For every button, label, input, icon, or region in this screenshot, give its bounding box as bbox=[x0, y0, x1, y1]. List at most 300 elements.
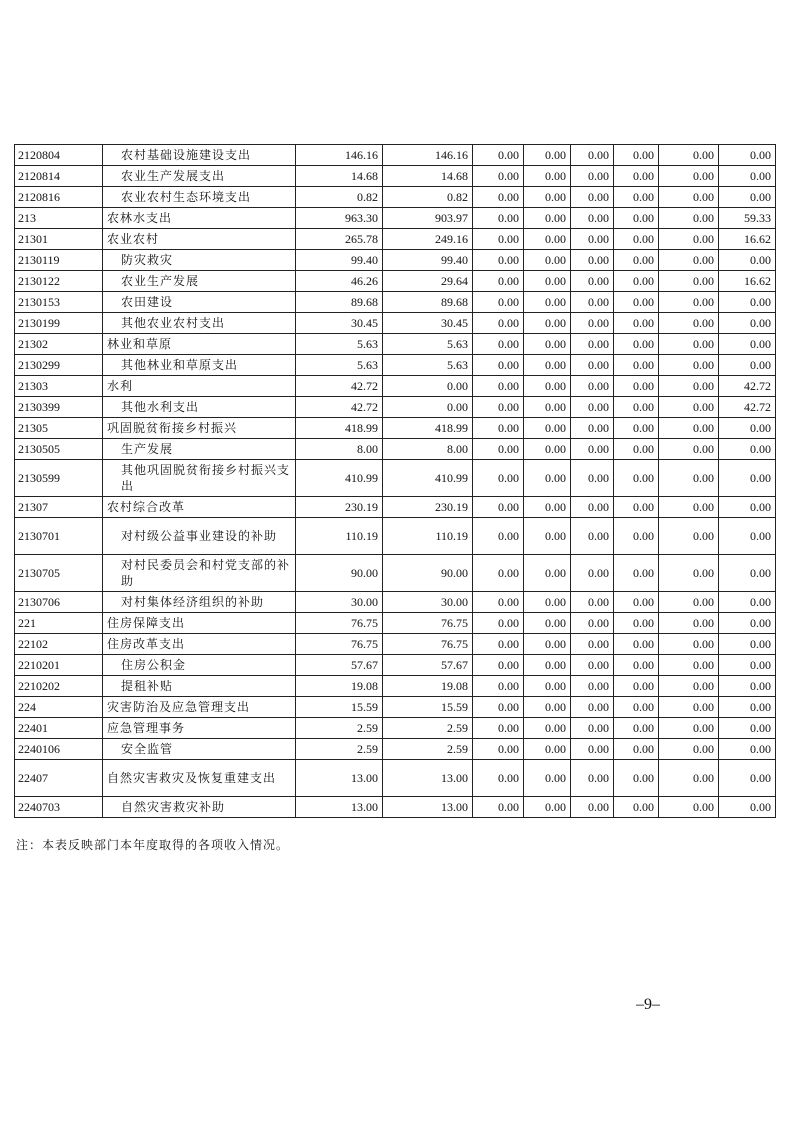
amount-cell: 13.00 bbox=[383, 760, 473, 797]
amount-cell: 0.00 bbox=[524, 187, 571, 208]
amount-cell: 0.00 bbox=[614, 334, 659, 355]
amount-cell: 0.00 bbox=[473, 797, 524, 818]
amount-cell: 30.45 bbox=[296, 313, 383, 334]
amount-cell: 0.00 bbox=[659, 229, 719, 250]
amount-cell: 30.45 bbox=[383, 313, 473, 334]
subject-name-cell: 生产发展 bbox=[103, 439, 296, 460]
table-row bbox=[15, 229, 776, 250]
amount-cell: 0.00 bbox=[524, 334, 571, 355]
amount-cell: 0.00 bbox=[614, 760, 659, 797]
amount-cell: 0.00 bbox=[719, 797, 776, 818]
amount-cell: 42.72 bbox=[296, 397, 383, 418]
amount-cell: 0.00 bbox=[524, 208, 571, 229]
budget-income-table bbox=[14, 144, 776, 818]
amount-cell: 0.00 bbox=[614, 797, 659, 818]
amount-cell: 0.00 bbox=[571, 271, 614, 292]
table-row bbox=[15, 187, 776, 208]
subject-code-cell: 221 bbox=[15, 613, 103, 634]
amount-cell: 0.00 bbox=[659, 292, 719, 313]
amount-cell: 0.00 bbox=[473, 187, 524, 208]
subject-code-cell: 2130119 bbox=[15, 250, 103, 271]
amount-cell: 0.00 bbox=[614, 592, 659, 613]
subject-name-cell: 其他水利支出 bbox=[103, 397, 296, 418]
amount-cell: 90.00 bbox=[296, 555, 383, 592]
subject-code-cell: 2130505 bbox=[15, 439, 103, 460]
amount-cell: 0.00 bbox=[524, 797, 571, 818]
amount-cell: 0.00 bbox=[659, 718, 719, 739]
amount-cell: 0.00 bbox=[473, 271, 524, 292]
amount-cell: 0.00 bbox=[719, 166, 776, 187]
table-row bbox=[15, 760, 776, 797]
amount-cell: 30.00 bbox=[296, 592, 383, 613]
amount-cell: 8.00 bbox=[383, 439, 473, 460]
amount-cell: 0.00 bbox=[473, 418, 524, 439]
subject-code-cell: 21301 bbox=[15, 229, 103, 250]
amount-cell: 0.00 bbox=[571, 634, 614, 655]
amount-cell: 29.64 bbox=[383, 271, 473, 292]
amount-cell: 0.00 bbox=[659, 397, 719, 418]
amount-cell: 0.00 bbox=[524, 676, 571, 697]
amount-cell: 57.67 bbox=[383, 655, 473, 676]
amount-cell: 963.30 bbox=[296, 208, 383, 229]
amount-cell: 42.72 bbox=[296, 376, 383, 397]
amount-cell: 0.00 bbox=[719, 655, 776, 676]
subject-name-cell: 应急管理事务 bbox=[103, 718, 296, 739]
subject-code-cell: 2130122 bbox=[15, 271, 103, 292]
amount-cell: 0.00 bbox=[473, 760, 524, 797]
table-note: 注：本表反映部门本年度取得的各项收入情况。 bbox=[16, 838, 290, 852]
subject-name-cell: 其他林业和草原支出 bbox=[103, 355, 296, 376]
amount-cell: 0.00 bbox=[614, 208, 659, 229]
subject-name-cell: 住房改革支出 bbox=[103, 634, 296, 655]
amount-cell: 0.00 bbox=[524, 497, 571, 518]
amount-cell: 0.00 bbox=[524, 229, 571, 250]
amount-cell: 249.16 bbox=[383, 229, 473, 250]
amount-cell: 0.00 bbox=[524, 592, 571, 613]
amount-cell: 0.00 bbox=[524, 250, 571, 271]
amount-cell: 5.63 bbox=[383, 355, 473, 376]
amount-cell: 0.00 bbox=[571, 739, 614, 760]
subject-name-cell: 住房公积金 bbox=[103, 655, 296, 676]
subject-name-cell: 灾害防治及应急管理支出 bbox=[103, 697, 296, 718]
amount-cell: 0.00 bbox=[659, 739, 719, 760]
table-row bbox=[15, 613, 776, 634]
amount-cell: 30.00 bbox=[383, 592, 473, 613]
table-body bbox=[15, 145, 776, 818]
amount-cell: 76.75 bbox=[296, 634, 383, 655]
amount-cell: 0.00 bbox=[571, 208, 614, 229]
amount-cell: 0.00 bbox=[659, 334, 719, 355]
amount-cell: 0.00 bbox=[473, 497, 524, 518]
amount-cell: 13.00 bbox=[296, 797, 383, 818]
amount-cell: 0.00 bbox=[473, 555, 524, 592]
subject-code-cell: 21305 bbox=[15, 418, 103, 439]
amount-cell: 0.00 bbox=[571, 592, 614, 613]
amount-cell: 0.82 bbox=[296, 187, 383, 208]
amount-cell: 0.00 bbox=[473, 313, 524, 334]
table-row bbox=[15, 592, 776, 613]
amount-cell: 265.78 bbox=[296, 229, 383, 250]
amount-cell: 42.72 bbox=[719, 376, 776, 397]
amount-cell: 0.00 bbox=[614, 250, 659, 271]
subject-code-cell: 2240703 bbox=[15, 797, 103, 818]
amount-cell: 0.00 bbox=[571, 355, 614, 376]
amount-cell: 0.00 bbox=[659, 555, 719, 592]
subject-code-cell: 2120814 bbox=[15, 166, 103, 187]
amount-cell: 0.00 bbox=[659, 271, 719, 292]
amount-cell: 0.00 bbox=[524, 397, 571, 418]
amount-cell: 0.00 bbox=[473, 355, 524, 376]
amount-cell: 0.00 bbox=[524, 613, 571, 634]
subject-code-cell: 21302 bbox=[15, 334, 103, 355]
amount-cell: 0.00 bbox=[524, 460, 571, 497]
amount-cell: 0.00 bbox=[473, 592, 524, 613]
amount-cell: 0.00 bbox=[659, 497, 719, 518]
subject-code-cell: 2210201 bbox=[15, 655, 103, 676]
amount-cell: 0.00 bbox=[473, 250, 524, 271]
amount-cell: 0.00 bbox=[614, 271, 659, 292]
amount-cell: 0.00 bbox=[571, 518, 614, 555]
amount-cell: 0.00 bbox=[614, 634, 659, 655]
subject-name-cell: 农业农村 bbox=[103, 229, 296, 250]
subject-code-cell: 2130399 bbox=[15, 397, 103, 418]
amount-cell: 0.00 bbox=[473, 397, 524, 418]
amount-cell: 0.00 bbox=[524, 655, 571, 676]
amount-cell: 0.00 bbox=[473, 697, 524, 718]
subject-code-cell: 213 bbox=[15, 208, 103, 229]
table-row bbox=[15, 655, 776, 676]
amount-cell: 0.00 bbox=[571, 555, 614, 592]
subject-name-cell: 农业生产发展 bbox=[103, 271, 296, 292]
amount-cell: 0.00 bbox=[614, 718, 659, 739]
amount-cell: 0.00 bbox=[614, 418, 659, 439]
amount-cell: 0.00 bbox=[473, 145, 524, 166]
amount-cell: 0.00 bbox=[719, 739, 776, 760]
amount-cell: 0.00 bbox=[719, 518, 776, 555]
subject-code-cell: 22401 bbox=[15, 718, 103, 739]
subject-code-cell: 2120804 bbox=[15, 145, 103, 166]
amount-cell: 0.00 bbox=[659, 208, 719, 229]
amount-cell: 14.68 bbox=[383, 166, 473, 187]
amount-cell: 0.00 bbox=[524, 376, 571, 397]
amount-cell: 0.00 bbox=[719, 250, 776, 271]
subject-name-cell: 对村级公益事业建设的补助 bbox=[103, 518, 296, 555]
amount-cell: 0.00 bbox=[659, 439, 719, 460]
amount-cell: 0.00 bbox=[473, 676, 524, 697]
amount-cell: 0.00 bbox=[571, 718, 614, 739]
amount-cell: 46.26 bbox=[296, 271, 383, 292]
amount-cell: 8.00 bbox=[296, 439, 383, 460]
amount-cell: 0.00 bbox=[524, 355, 571, 376]
subject-code-cell: 2130299 bbox=[15, 355, 103, 376]
amount-cell: 0.00 bbox=[524, 718, 571, 739]
amount-cell: 0.00 bbox=[659, 355, 719, 376]
amount-cell: 0.00 bbox=[571, 655, 614, 676]
amount-cell: 0.00 bbox=[473, 613, 524, 634]
amount-cell: 0.00 bbox=[614, 355, 659, 376]
subject-name-cell: 农村综合改革 bbox=[103, 497, 296, 518]
table-row bbox=[15, 334, 776, 355]
amount-cell: 90.00 bbox=[383, 555, 473, 592]
amount-cell: 0.00 bbox=[524, 555, 571, 592]
subject-name-cell: 农林水支出 bbox=[103, 208, 296, 229]
amount-cell: 0.00 bbox=[571, 187, 614, 208]
amount-cell: 0.00 bbox=[719, 760, 776, 797]
amount-cell: 0.00 bbox=[473, 460, 524, 497]
amount-cell: 0.00 bbox=[524, 292, 571, 313]
subject-name-cell: 提租补贴 bbox=[103, 676, 296, 697]
amount-cell: 0.00 bbox=[659, 145, 719, 166]
amount-cell: 0.00 bbox=[571, 250, 614, 271]
amount-cell: 0.00 bbox=[524, 166, 571, 187]
table-row bbox=[15, 145, 776, 166]
amount-cell: 0.00 bbox=[719, 613, 776, 634]
amount-cell: 0.00 bbox=[473, 655, 524, 676]
amount-cell: 2.59 bbox=[296, 718, 383, 739]
table-row bbox=[15, 697, 776, 718]
amount-cell: 0.00 bbox=[659, 697, 719, 718]
amount-cell: 0.00 bbox=[614, 655, 659, 676]
amount-cell: 0.00 bbox=[473, 334, 524, 355]
amount-cell: 59.33 bbox=[719, 208, 776, 229]
table-row bbox=[15, 797, 776, 818]
amount-cell: 0.00 bbox=[719, 718, 776, 739]
subject-name-cell: 水利 bbox=[103, 376, 296, 397]
subject-code-cell: 2130705 bbox=[15, 555, 103, 592]
amount-cell: 903.97 bbox=[383, 208, 473, 229]
page-number: –9– bbox=[636, 996, 660, 1013]
amount-cell: 0.00 bbox=[571, 613, 614, 634]
amount-cell: 0.00 bbox=[659, 760, 719, 797]
amount-cell: 0.00 bbox=[719, 292, 776, 313]
amount-cell: 0.00 bbox=[659, 187, 719, 208]
subject-code-cell: 21303 bbox=[15, 376, 103, 397]
amount-cell: 0.00 bbox=[659, 313, 719, 334]
subject-name-cell: 林业和草原 bbox=[103, 334, 296, 355]
amount-cell: 0.00 bbox=[614, 613, 659, 634]
subject-code-cell: 224 bbox=[15, 697, 103, 718]
subject-code-cell: 2120816 bbox=[15, 187, 103, 208]
amount-cell: 0.00 bbox=[571, 292, 614, 313]
amount-cell: 99.40 bbox=[296, 250, 383, 271]
amount-cell: 0.00 bbox=[524, 439, 571, 460]
amount-cell: 0.00 bbox=[659, 613, 719, 634]
amount-cell: 0.00 bbox=[659, 166, 719, 187]
amount-cell: 2.59 bbox=[383, 739, 473, 760]
amount-cell: 0.00 bbox=[524, 760, 571, 797]
subject-code-cell: 2240106 bbox=[15, 739, 103, 760]
amount-cell: 0.00 bbox=[719, 355, 776, 376]
subject-name-cell: 安全监管 bbox=[103, 739, 296, 760]
amount-cell: 0.00 bbox=[659, 592, 719, 613]
amount-cell: 0.00 bbox=[614, 676, 659, 697]
amount-cell: 410.99 bbox=[383, 460, 473, 497]
amount-cell: 0.00 bbox=[473, 166, 524, 187]
amount-cell: 0.00 bbox=[473, 439, 524, 460]
subject-code-cell: 2130706 bbox=[15, 592, 103, 613]
amount-cell: 0.00 bbox=[383, 397, 473, 418]
amount-cell: 0.00 bbox=[524, 634, 571, 655]
amount-cell: 0.00 bbox=[473, 718, 524, 739]
amount-cell: 0.00 bbox=[614, 497, 659, 518]
table-row bbox=[15, 250, 776, 271]
table-row bbox=[15, 634, 776, 655]
amount-cell: 0.00 bbox=[659, 634, 719, 655]
amount-cell: 230.19 bbox=[383, 497, 473, 518]
amount-cell: 0.00 bbox=[659, 797, 719, 818]
amount-cell: 57.67 bbox=[296, 655, 383, 676]
table-row bbox=[15, 555, 776, 592]
amount-cell: 0.00 bbox=[614, 555, 659, 592]
subject-name-cell: 农业生产发展支出 bbox=[103, 166, 296, 187]
amount-cell: 0.00 bbox=[473, 634, 524, 655]
amount-cell: 2.59 bbox=[296, 739, 383, 760]
subject-code-cell: 2130153 bbox=[15, 292, 103, 313]
amount-cell: 0.00 bbox=[524, 518, 571, 555]
amount-cell: 0.00 bbox=[614, 518, 659, 555]
table-row bbox=[15, 397, 776, 418]
amount-cell: 0.00 bbox=[614, 739, 659, 760]
amount-cell: 0.00 bbox=[614, 376, 659, 397]
amount-cell: 0.00 bbox=[614, 166, 659, 187]
amount-cell: 0.00 bbox=[614, 397, 659, 418]
amount-cell: 0.00 bbox=[719, 497, 776, 518]
amount-cell: 0.00 bbox=[473, 229, 524, 250]
subject-code-cell: 2210202 bbox=[15, 676, 103, 697]
table-row bbox=[15, 418, 776, 439]
amount-cell: 0.00 bbox=[719, 592, 776, 613]
subject-name-cell: 其他农业农村支出 bbox=[103, 313, 296, 334]
amount-cell: 0.00 bbox=[659, 418, 719, 439]
amount-cell: 0.00 bbox=[571, 418, 614, 439]
amount-cell: 15.59 bbox=[296, 697, 383, 718]
amount-cell: 0.00 bbox=[571, 497, 614, 518]
subject-code-cell: 21307 bbox=[15, 497, 103, 518]
amount-cell: 16.62 bbox=[719, 229, 776, 250]
amount-cell: 0.00 bbox=[659, 460, 719, 497]
amount-cell: 418.99 bbox=[383, 418, 473, 439]
subject-name-cell: 农业农村生态环境支出 bbox=[103, 187, 296, 208]
amount-cell: 0.00 bbox=[524, 271, 571, 292]
amount-cell: 0.82 bbox=[383, 187, 473, 208]
amount-cell: 0.00 bbox=[614, 439, 659, 460]
amount-cell: 0.00 bbox=[571, 229, 614, 250]
subject-code-cell: 22102 bbox=[15, 634, 103, 655]
amount-cell: 0.00 bbox=[571, 460, 614, 497]
table-row bbox=[15, 676, 776, 697]
amount-cell: 0.00 bbox=[571, 760, 614, 797]
amount-cell: 76.75 bbox=[383, 634, 473, 655]
amount-cell: 0.00 bbox=[571, 166, 614, 187]
amount-cell: 19.08 bbox=[296, 676, 383, 697]
amount-cell: 0.00 bbox=[524, 697, 571, 718]
amount-cell: 0.00 bbox=[719, 187, 776, 208]
amount-cell: 110.19 bbox=[383, 518, 473, 555]
table-row bbox=[15, 439, 776, 460]
amount-cell: 13.00 bbox=[383, 797, 473, 818]
subject-name-cell: 农村基础设施建设支出 bbox=[103, 145, 296, 166]
table-row bbox=[15, 271, 776, 292]
subject-code-cell: 22407 bbox=[15, 760, 103, 797]
table-row bbox=[15, 355, 776, 376]
amount-cell: 0.00 bbox=[473, 292, 524, 313]
amount-cell: 76.75 bbox=[383, 613, 473, 634]
amount-cell: 0.00 bbox=[614, 292, 659, 313]
amount-cell: 0.00 bbox=[719, 439, 776, 460]
amount-cell: 89.68 bbox=[383, 292, 473, 313]
amount-cell: 146.16 bbox=[296, 145, 383, 166]
amount-cell: 99.40 bbox=[383, 250, 473, 271]
amount-cell: 0.00 bbox=[614, 145, 659, 166]
amount-cell: 0.00 bbox=[719, 676, 776, 697]
amount-cell: 0.00 bbox=[719, 313, 776, 334]
amount-cell: 0.00 bbox=[659, 250, 719, 271]
amount-cell: 76.75 bbox=[296, 613, 383, 634]
amount-cell: 0.00 bbox=[614, 313, 659, 334]
amount-cell: 110.19 bbox=[296, 518, 383, 555]
amount-cell: 0.00 bbox=[524, 145, 571, 166]
amount-cell: 410.99 bbox=[296, 460, 383, 497]
amount-cell: 0.00 bbox=[719, 555, 776, 592]
table-row bbox=[15, 497, 776, 518]
subject-code-cell: 2130199 bbox=[15, 313, 103, 334]
amount-cell: 0.00 bbox=[719, 634, 776, 655]
amount-cell: 42.72 bbox=[719, 397, 776, 418]
table-row bbox=[15, 718, 776, 739]
amount-cell: 0.00 bbox=[571, 376, 614, 397]
subject-name-cell: 住房保障支出 bbox=[103, 613, 296, 634]
subject-code-cell: 2130599 bbox=[15, 460, 103, 497]
amount-cell: 0.00 bbox=[719, 145, 776, 166]
amount-cell: 0.00 bbox=[614, 460, 659, 497]
amount-cell: 2.59 bbox=[383, 718, 473, 739]
table-row bbox=[15, 376, 776, 397]
table-row bbox=[15, 460, 776, 497]
amount-cell: 0.00 bbox=[571, 797, 614, 818]
amount-cell: 0.00 bbox=[571, 313, 614, 334]
amount-cell: 89.68 bbox=[296, 292, 383, 313]
amount-cell: 0.00 bbox=[571, 397, 614, 418]
amount-cell: 0.00 bbox=[719, 418, 776, 439]
table-row bbox=[15, 208, 776, 229]
table-row bbox=[15, 292, 776, 313]
amount-cell: 0.00 bbox=[473, 208, 524, 229]
subject-name-cell: 对村集体经济组织的补助 bbox=[103, 592, 296, 613]
amount-cell: 0.00 bbox=[614, 229, 659, 250]
subject-name-cell: 巩固脱贫衔接乡村振兴 bbox=[103, 418, 296, 439]
amount-cell: 13.00 bbox=[296, 760, 383, 797]
amount-cell: 5.63 bbox=[296, 334, 383, 355]
amount-cell: 0.00 bbox=[473, 739, 524, 760]
amount-cell: 14.68 bbox=[296, 166, 383, 187]
amount-cell: 0.00 bbox=[614, 697, 659, 718]
amount-cell: 0.00 bbox=[719, 460, 776, 497]
amount-cell: 0.00 bbox=[719, 334, 776, 355]
subject-name-cell: 农田建设 bbox=[103, 292, 296, 313]
table-row bbox=[15, 313, 776, 334]
amount-cell: 0.00 bbox=[524, 313, 571, 334]
amount-cell: 0.00 bbox=[614, 187, 659, 208]
amount-cell: 146.16 bbox=[383, 145, 473, 166]
amount-cell: 19.08 bbox=[383, 676, 473, 697]
subject-name-cell: 防灾救灾 bbox=[103, 250, 296, 271]
amount-cell: 0.00 bbox=[659, 376, 719, 397]
amount-cell: 0.00 bbox=[383, 376, 473, 397]
subject-name-cell: 自然灾害救灾及恢复重建支出 bbox=[103, 760, 296, 797]
amount-cell: 15.59 bbox=[383, 697, 473, 718]
table-row bbox=[15, 518, 776, 555]
amount-cell: 418.99 bbox=[296, 418, 383, 439]
